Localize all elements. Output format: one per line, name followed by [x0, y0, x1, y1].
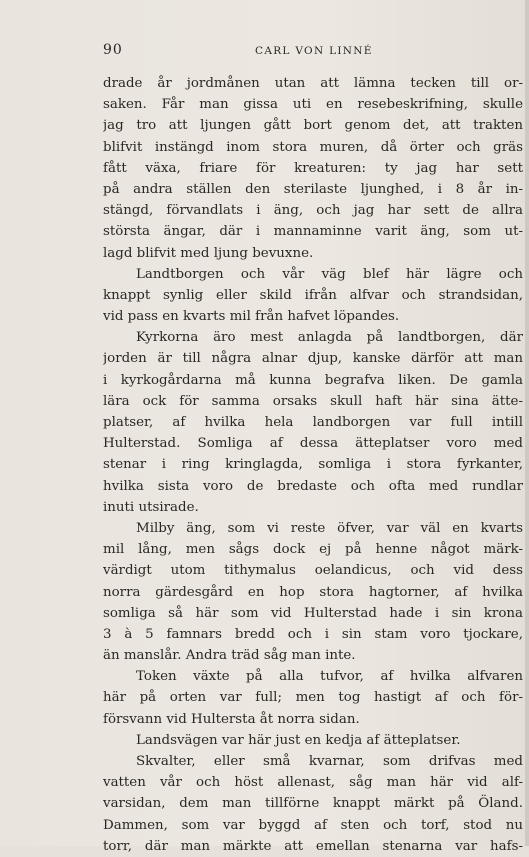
- text-line: värdigt utom tithymalus oelandicus, och vid dess: [103, 563, 523, 579]
- text-line: än manslår. Andra träd såg man inte.: [103, 648, 356, 664]
- text-line: mil lång, men sågs dock ej på henne något märk-: [103, 542, 523, 558]
- text-line: knappt synlig eller skild ifrån alfvar och strandsidan,: [103, 287, 523, 303]
- text-line: drade år jordmånen utan att lämna tecken till or-: [103, 76, 523, 91]
- page-header: [103, 42, 523, 60]
- text-line: i kyrkogårdarna må kunna begrafva liken. De gamla: [103, 372, 523, 388]
- text-line: Kyrkorna äro mest anlagda på landtborgen, där: [136, 330, 523, 346]
- text-line: somliga så här som vid Hulterstad hade i sin krona: [103, 605, 523, 621]
- running-head: CARL VON LINNÉ: [255, 45, 373, 57]
- text-line: blifvit instängd inom stora muren, då örter och gräs: [103, 139, 523, 155]
- text-line: vatten vår och höst allenast, såg man här vid alf-: [103, 775, 523, 791]
- text-line: försvann vid Hultersta åt norra sidan.: [103, 711, 360, 727]
- text-line: varsidan, dem man tillförne knappt märkt på Öland.: [103, 796, 523, 812]
- text-line: lagd blifvit med ljung bevuxne.: [103, 245, 314, 261]
- text-line: på andra ställen den sterilaste ljunghed, i 8 år in-: [103, 181, 523, 197]
- text-line: Hulterstad. Somliga af dessa ätteplatser voro med: [103, 436, 523, 452]
- text-line: Token växte på alla tufvor, af hvilka alfvaren: [136, 669, 523, 685]
- text-line: 3 à 5 famnars bredd och i sin stam voro tjockare,: [103, 626, 523, 642]
- text-line: största ängar, där i mannaminne varit äng, som ut-: [103, 224, 523, 240]
- body-text: [103, 73, 523, 857]
- text-line: inuti utsirade.: [103, 499, 199, 515]
- text-line: Landsvägen var här just en kedja af ätteplatser.: [136, 732, 461, 748]
- text-line: Milby äng, som vi reste öfver, var väl en kvarts: [136, 520, 523, 536]
- text-line: platser, af hvilka hela landborgen var full intill: [103, 415, 523, 430]
- text-line: fått växa, friare för kreaturen: ty jag har sett: [103, 160, 523, 176]
- text-line: Dammen, som var byggd af sten och torf, stod nu: [103, 817, 523, 833]
- text-line: jag tro att ljungen gått bort genom det, att trakten: [103, 118, 523, 134]
- text-line: jorden är till några alnar djup, kanske därför att man: [103, 351, 523, 367]
- text-line: vid pass en kvarts mil från hafvet löpandes.: [103, 309, 400, 325]
- text-line: Landtborgen och vår väg blef här lägre och: [136, 266, 523, 282]
- text-line: här på orten var full; men tog hastigt af och för-: [103, 690, 523, 706]
- text-line: Skvalter, eller små kvarnar, som drifvas med: [136, 754, 523, 769]
- text-line: norra gärdesgård en hop stora hagtorner, af hvilka: [103, 584, 523, 600]
- text-line: hvilka sista voro de bredaste och ofta med rundlar: [103, 478, 523, 494]
- text-line: stängd, förvandlats i äng, och jag har sett de allra: [103, 203, 523, 219]
- page-edge: [525, 0, 529, 846]
- text-line: stenar i ring kringlagda, somliga i stora fyrkanter,: [103, 457, 523, 473]
- text-line: saken. Får man gissa uti en resebeskrifning, skulle: [103, 97, 523, 113]
- text-line: torr, där man märkte att emellan stenarna var hafs-: [103, 838, 523, 854]
- text-line: lära ock för samma orsaks skull haft här sina ätte-: [103, 393, 523, 409]
- page-number: 90: [103, 42, 123, 58]
